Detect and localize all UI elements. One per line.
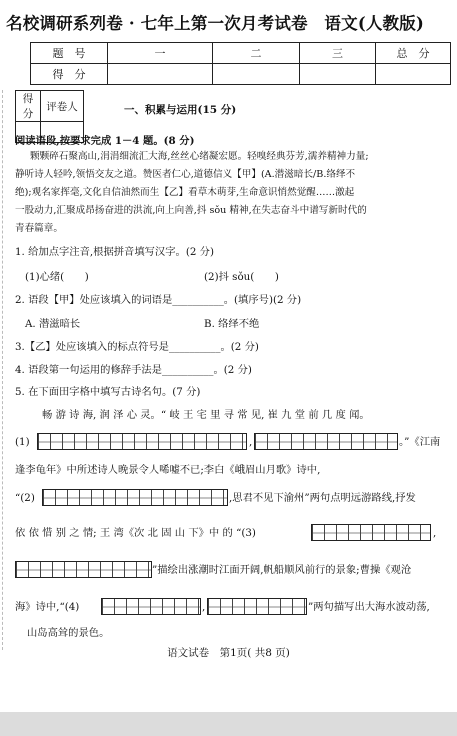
poem-line-8: 山岛高耸的景色。 [27, 627, 110, 639]
reading-line-5: 青春篇章。 [15, 223, 63, 234]
score-cell-part1: 一 [108, 43, 213, 64]
question-2-option-a: A. 潜滋暗长 [25, 318, 81, 330]
poem-grid-2[interactable] [42, 489, 228, 506]
question-2: 2. 语段【甲】处应该填入的词语是__________。(填序号)(2 分) [15, 294, 302, 306]
score-table-header-row [31, 43, 451, 64]
score-table-value-row [31, 64, 451, 85]
poem-comma-1: , [249, 436, 253, 448]
score-cell-part2: 二 [213, 43, 300, 64]
poem-comma-4: , [202, 601, 206, 613]
reading-line-4: 一股动力,汇聚成昂扬奋进的洪流,向上向善,抖 sǒu 精神,在失志奋斗中谱写新时代的 [15, 205, 367, 216]
poem-line-4-end: ,思君不见下渝州”两句点明远游路线,抒发 [229, 492, 416, 504]
question-1-part-1: (1)心绪( ) [25, 271, 89, 283]
poem-grid-1b[interactable] [254, 433, 398, 450]
poem-line-5: 依 依 惜 别 之 情; 王 湾《次 北 固 山 下》中 的 “(3) [15, 527, 256, 539]
poem-blank-1-label: (1) [15, 436, 30, 448]
poem-line-7-end: ”两句描写出大海水波动荡, [308, 601, 430, 613]
question-2-option-b: B. 络绎不绝 [204, 318, 260, 330]
poem-comma-3: , [433, 527, 437, 539]
score-input-part3[interactable] [300, 64, 376, 85]
section-title: 一、积累与运用(15 分) [124, 104, 237, 116]
score-cell-row-label: 得 分 [31, 64, 108, 85]
poem-line-6: ”描绘出涨潮时江面开阔,帆船顺风前行的景象;曹操《观沧 [152, 564, 412, 576]
poem-blank-2-label: “(2) [15, 492, 35, 504]
poem-grid-4b[interactable] [207, 598, 307, 615]
score-cell-total: 总 分 [376, 43, 451, 64]
score-cell-part3: 三 [300, 43, 376, 64]
question-5: 5. 在下面田字格中填写古诗名句。(7 分) [15, 386, 201, 398]
poem-grid-3a[interactable] [311, 524, 431, 541]
score-input-total[interactable] [376, 64, 451, 85]
grader-name-label: 评卷人 [41, 91, 84, 122]
reading-line-1: 颗颗碎石聚高山,涓涓细流汇大海,丝丝心绪凝宏愿。轻嗅经典芬芳,濡养精神力量; [30, 151, 369, 162]
question-4: 4. 语段第一句运用的修辞手法是__________。(2 分) [15, 364, 252, 376]
poem-line-2-end: 。”《江南 [399, 436, 441, 448]
poem-line-3: 逢李龟年》中所述诗人晚景令人唏嘘不已;李白《峨眉山月歌》诗中, [15, 464, 321, 476]
score-cell-label: 题 号 [31, 43, 108, 64]
reading-line-2: 静听诗人轻吟,领悟交友之道。赞医者仁心,道德信义【甲】(A.潜滋暗长/B.络绎不 [15, 169, 356, 180]
page-footer: 语文试卷 第1页( 共8 页) [167, 647, 290, 659]
poem-grid-1a[interactable] [37, 433, 247, 450]
score-input-part1[interactable] [108, 64, 213, 85]
question-1-part-2: (2)抖 sǒu( ) [204, 271, 279, 283]
score-input-part2[interactable] [213, 64, 300, 85]
question-1: 1. 给加点字注音,根据拼音填写汉字。(2 分) [15, 246, 214, 258]
question-3: 3.【乙】处应该填入的标点符号是__________。(2 分) [15, 341, 259, 353]
poem-grid-3b[interactable] [15, 561, 152, 578]
poem-grid-4a[interactable] [101, 598, 201, 615]
reading-line-3: 绝);观名家挥毫,文化自信油然而生【乙】看草木萌芽,生命意识悄然觉醒……激起 [15, 187, 355, 198]
reading-intro: 阅读语段,按要求完成 1－4 题。(8 分) [15, 135, 195, 147]
page-title: 名校调研系列卷 · 七年上第一次月考试卷 语文(人教版) [6, 14, 424, 33]
score-table [30, 42, 451, 85]
grader-score-label: 得分 [16, 91, 41, 122]
binding-margin-line [2, 90, 3, 650]
poem-blank-4-label: 海》诗中,“(4) [15, 601, 80, 613]
poem-line-1: 畅 游 诗 海, 润 泽 心 灵。“ 岐 王 宅 里 寻 常 见, 崔 九 堂 前 几 度 闻。 [42, 409, 370, 421]
